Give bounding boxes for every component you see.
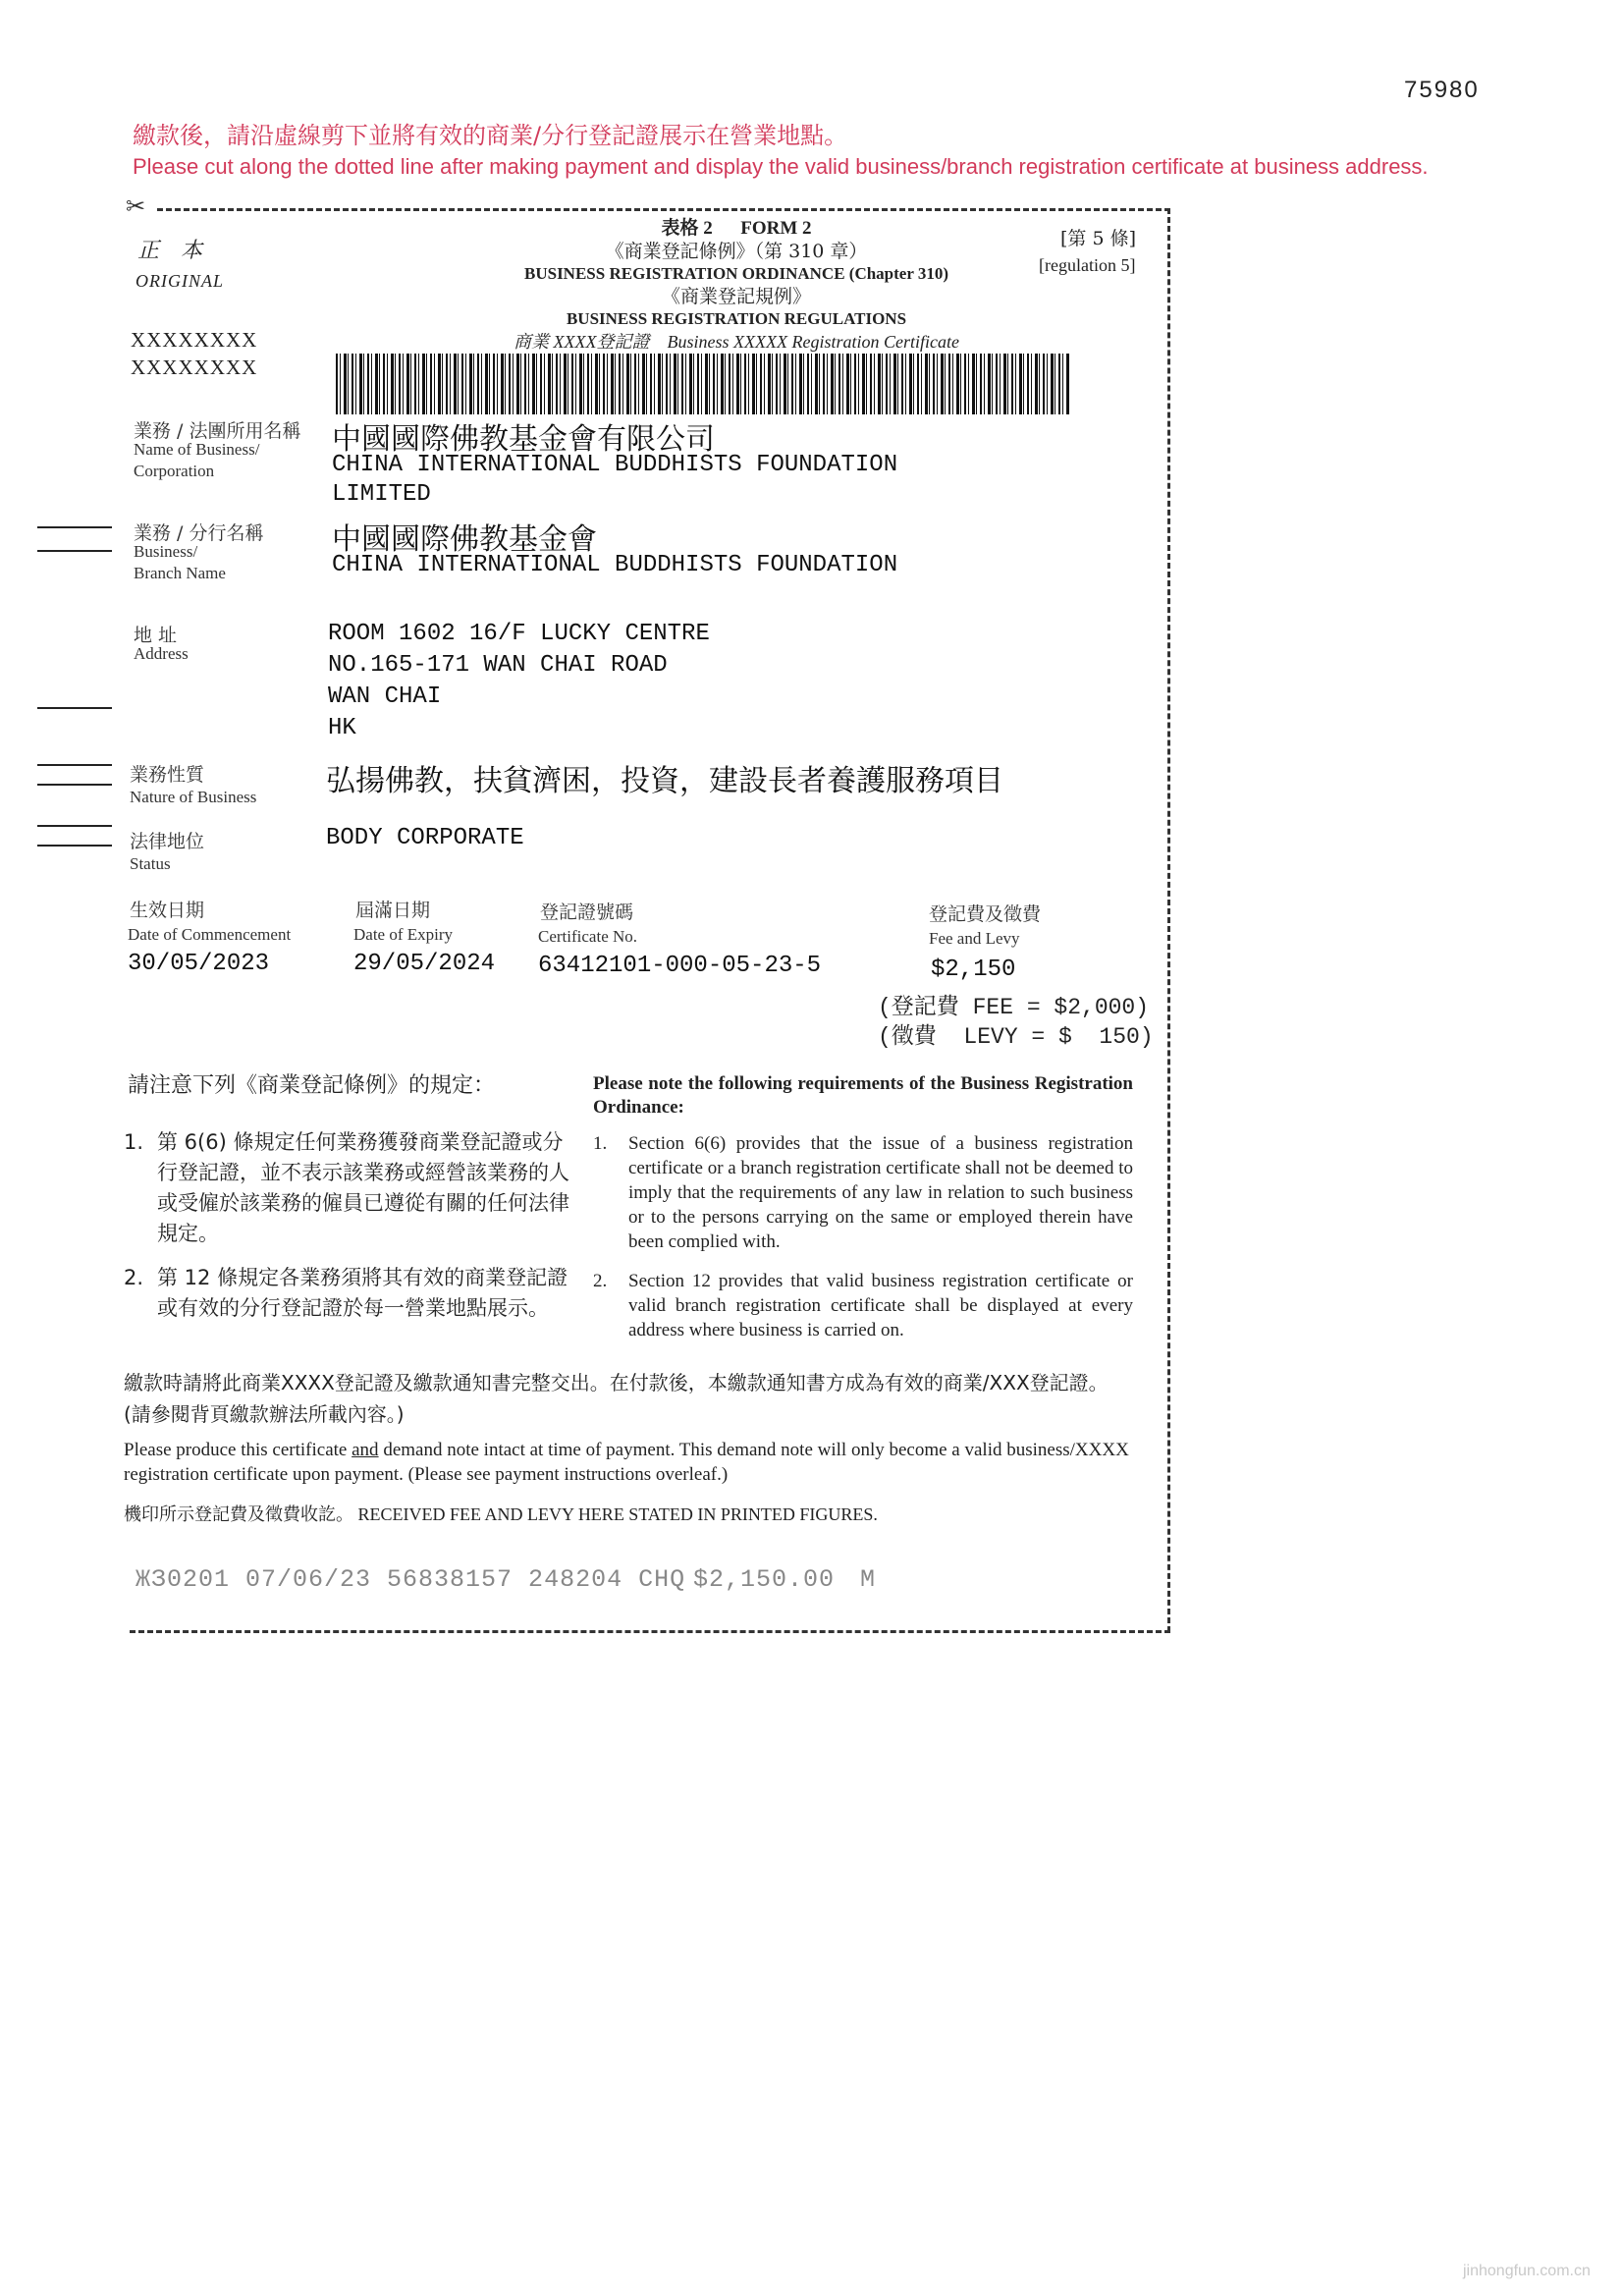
margin-mark [37, 707, 112, 709]
address-line-4: HK [328, 715, 356, 741]
address-line-1: ROOM 1602 16/F LUCKY CENTRE [328, 621, 710, 647]
fee-label-en: Fee and Levy [929, 929, 1020, 948]
regulation-ref-zh: [第 5 條] [1060, 228, 1136, 249]
margin-mark [37, 845, 112, 847]
regulations-en: BUSINESS REGISTRATION REGULATIONS [566, 309, 907, 328]
cut-line-top [157, 208, 1170, 211]
address-label-zh: 地 址 [134, 625, 178, 646]
payment-stamp-code: M [860, 1565, 877, 1594]
cut-line-right [1167, 208, 1170, 1632]
cut-instruction-zh: 繳款後，請沿虛線剪下並將有效的商業/分行登記證展示在營業地點。 [133, 122, 848, 149]
name-label-zh: 業務 / 法團所用名稱 [134, 420, 301, 442]
branch-name-en: CHINA INTERNATIONAL BUDDHISTS FOUNDATION [332, 552, 898, 578]
address-line-2: NO.165-171 WAN CHAI ROAD [328, 652, 668, 679]
certificate-title-en: Business XXXXX Registration Certificate [667, 332, 959, 352]
expiry-label-en: Date of Expiry [353, 925, 454, 944]
fee-total: $2,150 [931, 957, 1016, 983]
payment-instruction-en-1: Please produce this certificate [124, 1440, 352, 1460]
note-2-en-number: 2. [593, 1271, 608, 1291]
nature-label-en: Nature of Business [130, 788, 257, 806]
payment-instruction-zh: 繳款時請將此商業XXXX登記證及繳款通知書完整交出。在付款後，本繳款通知書方成為有效的商業/XXX登記證。(請參閱背頁繳款辦法所載內容。) [124, 1371, 1109, 1426]
payment-instruction-en-and: and [352, 1440, 379, 1460]
document-number: 75980 [1404, 77, 1480, 103]
note-2-en: Section 12 provides that valid business registration certificate or valid branch registration certificate shall be displayed at every address where business is carried on. [628, 1271, 1133, 1340]
scissors-icon: ✂ [126, 194, 146, 220]
note-2-number: 2. [124, 1266, 144, 1289]
expiry-date: 29/05/2024 [353, 951, 496, 977]
notes-title-en: Please note the following requirements of the Business Registration Ordinance: [593, 1073, 1133, 1118]
payment-stamp-amount: $2,150.00 [693, 1565, 836, 1594]
commencement-label-zh: 生效日期 [130, 900, 205, 921]
form-header [393, 218, 1080, 354]
note-1-en: Section 6(6) provides that the issue of a business registration certificate or a branch registration certificate shall not be deemed to imply that the requirements of any law in relation to such business or to the persons carrying on the same or employed therein have been complied with. [628, 1133, 1133, 1252]
branch-label-zh: 業務 / 分行名稱 [134, 522, 264, 544]
fee-label-zh: 登記費及徵費 [929, 903, 1042, 925]
certificate-number: 63412101-000-05-23-5 [538, 953, 822, 979]
name-label-en-2: Corporation [134, 462, 215, 480]
nature-label-zh: 業務性質 [130, 764, 205, 786]
status-label-zh: 法律地位 [130, 831, 205, 852]
cut-instruction-en: Please cut along the dotted line after making payment and display the valid business/branch registration certificate at business address. [133, 154, 1429, 179]
business-name-en-2: LIMITED [332, 481, 431, 508]
note-1-en-number: 1. [593, 1133, 608, 1154]
certificate-label-en: Certificate No. [538, 927, 638, 946]
margin-mark [37, 784, 112, 786]
note-1-zh: 第 6(6) 條規定任何業務獲發商業登記證或分行登記證，並不表示該業務或經營該業務的人或受僱於該業務的僱員已遵從有關的任何法律規定。 [157, 1130, 569, 1245]
margin-mark [37, 764, 112, 766]
commencement-label-en: Date of Commencement [128, 925, 292, 944]
redacted-code-2: XXXXXXXX [131, 355, 258, 379]
watermark: jinhongfun.com.cn [1463, 2263, 1591, 2279]
margin-mark [37, 825, 112, 827]
margin-mark [37, 550, 112, 552]
business-name-en-1: CHINA INTERNATIONAL BUDDHISTS FOUNDATION [332, 452, 898, 478]
original-label-en: ORIGINAL [135, 271, 224, 291]
commencement-date: 30/05/2023 [128, 951, 270, 977]
regulation-ref-en: [regulation 5] [1039, 255, 1136, 275]
barcode [336, 354, 1070, 414]
certificate-label-zh: 登記證號碼 [540, 902, 634, 923]
branch-label-en-1: Business/ [134, 542, 198, 561]
notes-title-zh: 請注意下列《商業登記條例》的規定： [128, 1073, 496, 1098]
branch-name-zh: 中國國際佛教基金會 [332, 522, 597, 557]
margin-mark [37, 526, 112, 528]
note-1-number: 1. [124, 1130, 144, 1154]
status-value: BODY CORPORATE [326, 825, 524, 851]
form-number-en: FORM 2 [740, 218, 812, 239]
ordinance-en: BUSINESS REGISTRATION ORDINANCE (Chapter 310) [524, 264, 948, 283]
address-line-3: WAN CHAI [328, 683, 442, 710]
form-number-zh: 表格 2 [661, 218, 713, 239]
nature-of-business: 弘揚佛教，扶貧濟困，投資，建設長者養護服務項目 [326, 764, 1003, 798]
name-label-en-1: Name of Business/ [134, 440, 260, 459]
levy-fee: (徵費 LEVY = $ 150) [878, 1024, 1154, 1050]
received-statement: 機印所示登記費及徵費收訖。 RECEIVED FEE AND LEVY HERE STATED IN PRINTED FIGURES. [124, 1504, 878, 1524]
cut-line-bottom [130, 1630, 1170, 1633]
redacted-code-1: XXXXXXXX [131, 328, 258, 352]
branch-label-en-2: Branch Name [134, 564, 226, 582]
original-label-zh: 正 本 [137, 238, 203, 262]
payment-instruction-en [124, 1438, 1137, 1487]
payment-instruction-en-2: demand note intact at time of payment. This demand note will only become a valid business/XXXX registration certificate upon payment. (Please see payment instructions overleaf.) [124, 1440, 1129, 1485]
note-2-zh: 第 12 條規定各業務須將其有效的商業登記證或有效的分行登記證於每一營業地點展示。 [157, 1266, 568, 1320]
expiry-label-zh: 屆滿日期 [355, 900, 431, 921]
status-label-en: Status [130, 854, 171, 873]
payment-stamp-ref: ЖЗ0201 07/06/23 56838157 248204 CHQ [135, 1565, 686, 1594]
business-name-zh: 中國國際佛教基金會有限公司 [332, 422, 715, 457]
registration-fee: (登記費 FEE = $2,000) [878, 995, 1150, 1020]
certificate-title-zh: 商業 XXXX登記證 [514, 332, 650, 352]
address-label-en: Address [134, 644, 189, 663]
ordinance-zh: 《商業登記條例》（第 310 章） [605, 241, 868, 262]
regulations-zh: 《商業登記規例》 [661, 286, 811, 307]
